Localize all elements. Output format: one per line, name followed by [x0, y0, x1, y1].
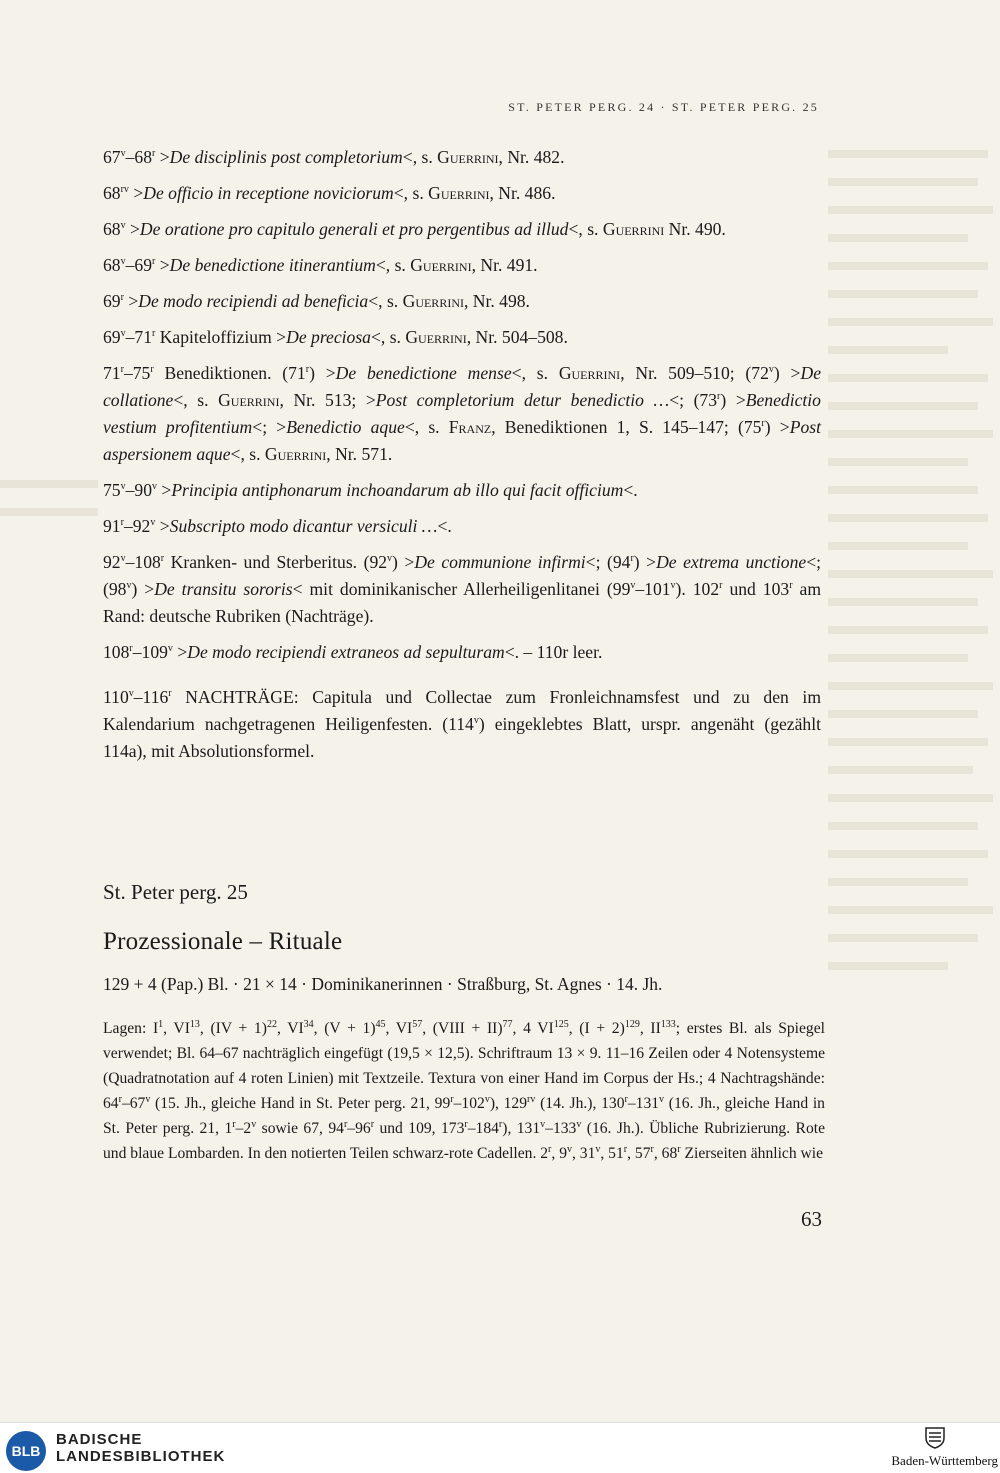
entry-92v-108r: 92$^v$–108$^r$ Kranken- und Sterberitus. $(92^v) >De$ communione infirmi<; $(94^r) >De$ extrema unctione<; $(98^v) >De$ transitu sororis< mit dominikanischer Allerheiligenlitanei (99$^v$–101$^v$). 102$^r$ und 103$^r$ am Rand: deutsche Rubriken (Nachträge).	[103, 552, 822, 626]
library-name-line1: BADISCHE	[56, 1431, 143, 1448]
entry-75v-90v: $75^v-90^v$ >Principia antiphonarum inchoandarum ab illo qui facit officium<.	[103, 480, 638, 500]
shelfmark-heading: St. Peter perg. 25	[103, 880, 248, 904]
entry-71r-75r: 71$^r$–75$^r$ Benediktionen. $(71^r) >De$ benedictione mense<, s. Guerrini, Nr. 509–510; $(72^v) >De$ collatione<, s. Guerrini, Nr. 513; >Post completorium detur benedictio …<; $(73^r)$ >Benedictio vestium profitentium<; >Benedictio aque<, s. Franz, Benediktionen 1, S. 145–147; $(75^r)$ >Post aspersionem aque<, s. Guerrini, Nr. 571.	[103, 363, 822, 464]
entry-67v: $67^v-68^r >De$ disciplinis post completorium<, s. Guerrini, Nr. 482.	[103, 147, 565, 167]
entry-69v-71r: 69$^v$–71$^r$ Kapiteloffizium >De preciosa<, s. Guerrini, Nr. 504–508.	[103, 327, 568, 347]
contents-list	[103, 144, 821, 774]
manuscript-title: Prozessionale – Rituale	[103, 928, 343, 955]
entry-68v: $68^v >De$ oratione pro capitulo generali et pro pergentibus ad illud<, s. Guerrini Nr. 490.	[103, 219, 726, 239]
state-name[interactable]: Baden-Württemberg	[891, 1453, 998, 1468]
entry-108r-109v: $108^r-109^v >De$ modo recipiendi extraneos ad sepulturam<. – 110r leer.	[103, 642, 603, 662]
library-name-line2: LANDESBIBLIOTHEK	[56, 1448, 226, 1465]
running-header: ST. PETER PERG. 24 · ST. PETER PERG. 25	[508, 100, 819, 114]
library-footer	[0, 1422, 1000, 1473]
coat-of-arms-icon	[924, 1425, 946, 1449]
entry-69r: $69^r >De$ modo recipiendi ad beneficia<, s. Guerrini, Nr. 498.	[103, 291, 530, 311]
entry-68rv: $68^{rv} >De$ officio in receptione noviciorum<, s. Guerrini, Nr. 486.	[103, 183, 556, 203]
codicological-description: Lagen: $I^1$, VI$^{13}$, (IV + 1)$^{22}$, VI$^{34}$, $(V + 1)^{45}$, VI$^{57}$, (VIII + II)$^{77}$, 4 VI$^{125}$, $(I + 2)^{129}$, II$^{133}$; erstes Bl. als Spiegel verwendet; Bl. 64–67 nachträglich eingefügt (19,5 × 12,5). Schriftraum 13 × 9. 11–16 Zeilen oder 4 Notensysteme (Quadratnotation auf 4 roten Linien) mit Textzeile. Textura von einer Hand im Corpus der Hs.; 4 Nachtragshände: 64$^r$–67$^v$ (15. Jh., gleiche Hand in St. Peter perg. 21, 99$^r$–102$^v$), $129^{rv}$ (14. Jh.), 130$^r$–131$^v$ (16. Jh., gleiche Hand in St. Peter perg. 21, 1$^r$–2$^v$ sowie 67, 94$^r$–96$^r$ und 109, 173$^r$–184$^r$), 131$^v$–133$^v$ (16. Jh.). Übliche Rubrizierung. Rote und blaue Lombarden. In den notierten Teilen schwarz-rote Cadellen. 2$^r$, 9$^v$, 31$^v$, 51$^r$, 57$^r$, 68$^r$ Zierseiten ähnlich wie	[103, 1018, 825, 1162]
entry-68v-69r: $68^v-69^r >De$ benedictione itinerantium<, s. Guerrini, Nr. 491.	[103, 255, 538, 275]
entry-110v-116r: 110$^v$–116$^r$ NACHTRÄGE: Capitula und Collectae zum Fronleichnamsfest und zu den im Kalendarium nachgetragenen Heiligenfesten. (114$^v$) eingeklebtes Blatt, urspr. angenäht (gezählt 114a), mit Absolutionsformel.	[103, 687, 821, 761]
entry-91r-92v: $91^r-92^v$ >Subscripto modo dicantur versiculi …<.	[103, 516, 452, 536]
library-name[interactable]	[56, 1431, 225, 1465]
manuscript-meta: 129 + 4 (Pap.) Bl. · 21 × 14 · Dominikanerinnen · Straßburg, St. Agnes · 14. Jh.	[103, 974, 663, 994]
page-number: 63	[801, 1207, 822, 1231]
blb-logo-icon[interactable]: BLB	[6, 1431, 46, 1471]
